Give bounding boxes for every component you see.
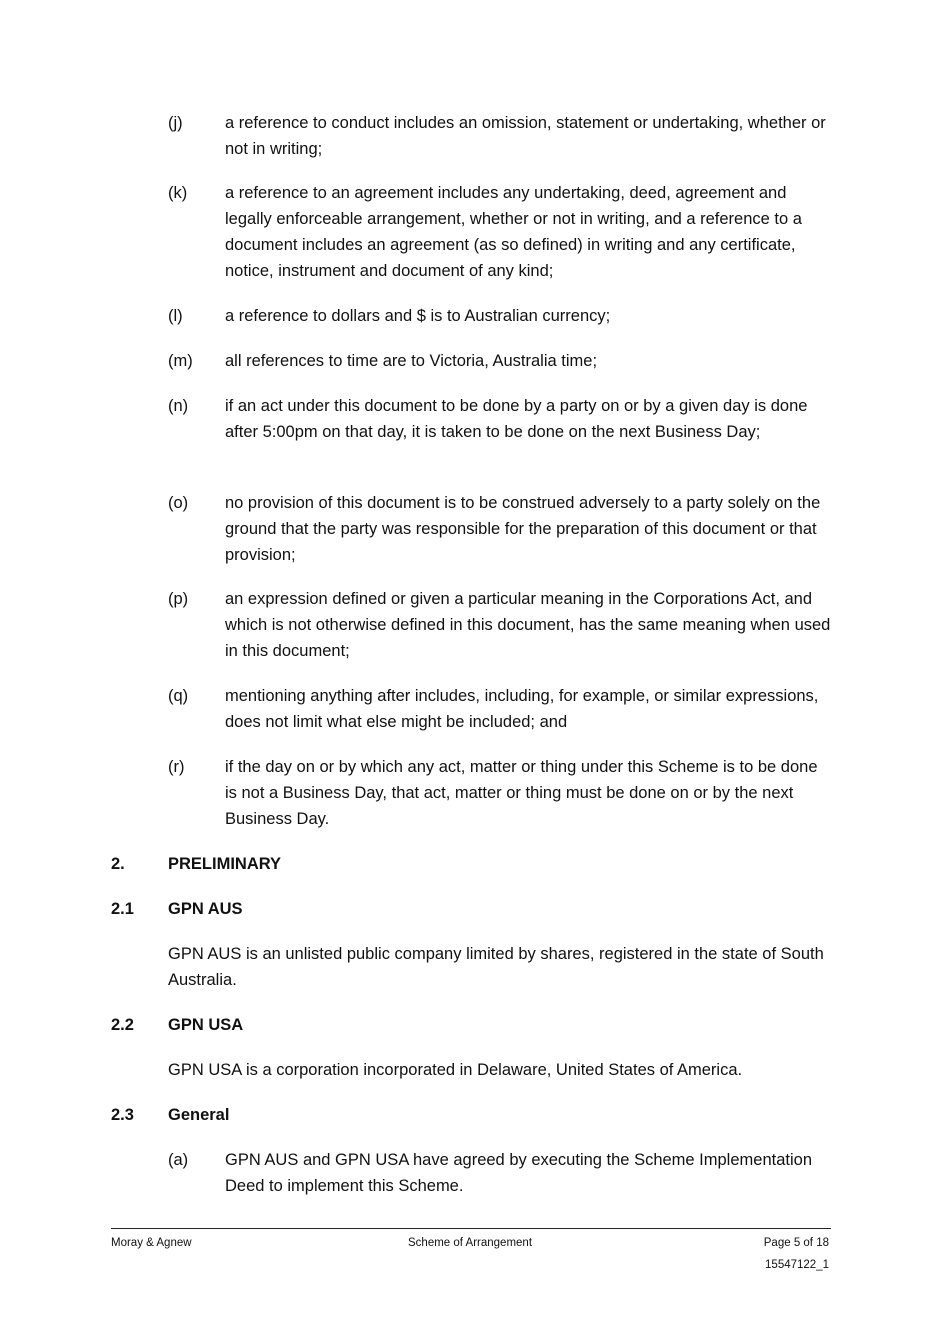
subsection-heading-general xyxy=(111,1102,831,1128)
clause-k xyxy=(168,180,833,284)
clause-label: (n) xyxy=(168,397,189,415)
clause-o xyxy=(168,490,833,568)
clause-p xyxy=(168,586,833,664)
clause-text: an expression defined or given a particular meaning in the Corporations Act, and which is not otherwise defined in this document, has the same meaning when used in this document; xyxy=(225,590,831,660)
clause-l xyxy=(168,303,833,329)
clause-text: GPN AUS and GPN USA have agreed by executing the Scheme Implementation Deed to implement this Scheme. xyxy=(225,1151,812,1195)
section-number: 2.2 xyxy=(111,1016,134,1034)
clause-r xyxy=(168,754,833,832)
clause-text: if the day on or by which any act, matter or thing under this Scheme is to be done is not a Business Day, that act, matter or thing must be done on or by the next Business Day. xyxy=(225,758,818,828)
clause-text: a reference to conduct includes an omission, statement or undertaking, whether or not in writing; xyxy=(225,114,826,158)
section-title: PRELIMINARY xyxy=(168,855,282,873)
clause-label: (p) xyxy=(168,590,189,608)
clause-text: no provision of this document is to be construed adversely to a party solely on the ground that the party was responsible for the preparation of this document or that provision; xyxy=(225,494,821,564)
section-number: 2.1 xyxy=(111,900,134,918)
clause-label: (m) xyxy=(168,352,193,370)
section-title: GPN USA xyxy=(168,1016,244,1034)
clause-label: (j) xyxy=(168,114,183,132)
footer-document-reference: 15547122_1 xyxy=(765,1259,829,1271)
subsection-heading-gpn-aus xyxy=(111,896,831,922)
footer-document-title: Scheme of Arrangement xyxy=(408,1237,533,1249)
clause-text: a reference to dollars and $ is to Australian currency; xyxy=(225,307,611,325)
clause-general-a xyxy=(168,1147,833,1199)
clause-label: (o) xyxy=(168,494,189,512)
clause-text: mentioning anything after includes, including, for example, or similar expressions, does not limit what else might be included; and xyxy=(225,687,819,731)
clause-text: all references to time are to Victoria, Australia time; xyxy=(225,352,598,370)
clause-label: (r) xyxy=(168,758,185,776)
clause-label: (q) xyxy=(168,687,189,705)
clause-label: (a) xyxy=(168,1151,189,1169)
clause-q xyxy=(168,683,833,735)
clause-label: (l) xyxy=(168,307,183,325)
footer-page-number: Page 5 of 18 xyxy=(763,1237,829,1249)
paragraph-gpn-aus: GPN AUS is an unlisted public company limited by shares, registered in the state of South Australia. xyxy=(168,945,824,989)
clause-text: a reference to an agreement includes any undertaking, deed, agreement and legally enforceable arrangement, whether or not in writing, and a reference to a document includes an agreement (as so defined) in writing and any certificate, notice, instrument and document of any kind; xyxy=(225,184,802,280)
clause-text: if an act under this document to be done by a party on or by a given day is done after 5:00pm on that day, it is taken to be done on the next Business Day; xyxy=(225,397,808,441)
section-heading-preliminary xyxy=(111,851,831,877)
footer-firm-name: Moray & Agnew xyxy=(111,1237,192,1249)
clause-n xyxy=(168,393,833,445)
clause-m xyxy=(168,348,833,374)
clause-label: (k) xyxy=(168,184,188,202)
section-title: GPN AUS xyxy=(168,900,243,918)
section-number: 2.3 xyxy=(111,1106,134,1124)
subsection-heading-gpn-usa xyxy=(111,1012,831,1038)
footer-divider xyxy=(111,1228,831,1229)
paragraph-gpn-usa: GPN USA is a corporation incorporated in Delaware, United States of America. xyxy=(168,1061,743,1079)
section-title: General xyxy=(168,1106,230,1124)
section-number: 2. xyxy=(111,855,125,873)
clause-j xyxy=(168,110,833,162)
